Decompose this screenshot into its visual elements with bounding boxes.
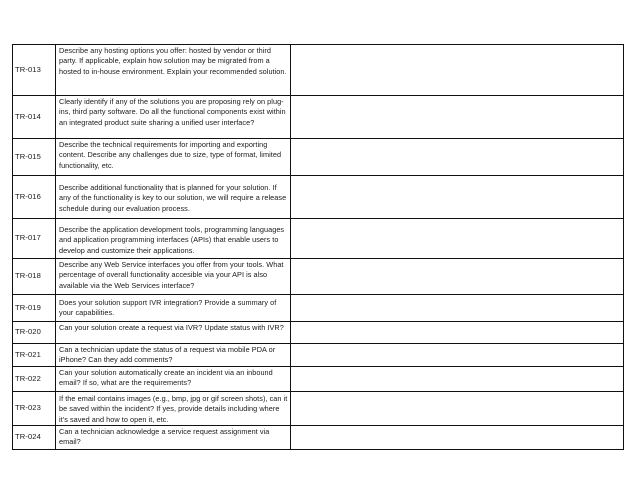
table-row — [12, 96, 624, 139]
response-cell[interactable] — [290, 45, 624, 95]
requirement-description: Can your solution automatically create an incident via an inbound email? If so, what are the requirements? — [55, 367, 290, 391]
table-row — [12, 344, 624, 367]
requirement-id: TR-020 — [12, 322, 55, 343]
requirement-id: TR-024 — [12, 426, 55, 449]
requirement-id: TR-017 — [12, 219, 55, 258]
response-cell[interactable] — [290, 259, 624, 294]
response-cell[interactable] — [290, 295, 624, 321]
table-row — [12, 426, 624, 450]
response-cell[interactable] — [290, 367, 624, 391]
requirements-table — [12, 44, 624, 450]
requirement-description: Describe the application development tools, programming languages and application programming interfaces (APIs) that enable users to develop and customize their applications. — [55, 219, 290, 258]
requirement-id: TR-015 — [12, 139, 55, 175]
table-row — [12, 176, 624, 219]
table-row — [12, 367, 624, 392]
requirement-id: TR-013 — [12, 45, 55, 95]
table-row — [12, 259, 624, 295]
requirement-description: Describe any Web Service interfaces you offer from your tools. What percentage of overall functionality accesible via your API is also available via the Web Services interface? — [55, 259, 290, 294]
requirement-description: Does your solution support IVR integration? Provide a summary of your capabilities. — [55, 295, 290, 321]
requirement-description: Can a technician update the status of a request via mobile PDA or iPhone? Can they add comments? — [55, 344, 290, 366]
requirement-id: TR-016 — [12, 176, 55, 218]
table-row — [12, 322, 624, 344]
requirement-description: Can a technician acknowledge a service request assignment via email? — [55, 426, 290, 449]
requirement-description: Describe additional functionality that is planned for your solution. If any of the functionality is key to our solution, we will require a release schedule during our evaluation process. — [55, 176, 290, 218]
table-row — [12, 219, 624, 259]
response-cell[interactable] — [290, 392, 624, 425]
requirement-id: TR-014 — [12, 96, 55, 138]
table-row — [12, 139, 624, 176]
table-row — [12, 295, 624, 322]
table-row — [12, 45, 624, 96]
response-cell[interactable] — [290, 176, 624, 218]
response-cell[interactable] — [290, 139, 624, 175]
table-row — [12, 392, 624, 426]
requirement-description: Can your solution create a request via IVR? Update status with IVR? — [55, 322, 290, 343]
requirement-description: Describe any hosting options you offer: hosted by vendor or third party. If applicable, explain how solution may be migrated from a hosted to in-house environment. Explain your recommended solution. — [55, 45, 290, 95]
requirement-id: TR-023 — [12, 392, 55, 425]
response-cell[interactable] — [290, 426, 624, 449]
requirement-description: If the email contains images (e.g., bmp, jpg or gif screen shots), can it be saved within the incident? If yes, provide details including where it's saved and how to open it, etc. — [55, 392, 290, 425]
requirement-description: Describe the technical requirements for importing and exporting content. Describe any challenges due to size, type of format, limited functionality, etc. — [55, 139, 290, 175]
requirement-id: TR-018 — [12, 259, 55, 294]
response-cell[interactable] — [290, 344, 624, 366]
requirement-id: TR-021 — [12, 344, 55, 366]
requirement-id: TR-022 — [12, 367, 55, 391]
response-cell[interactable] — [290, 96, 624, 138]
requirement-description: Clearly identify if any of the solutions you are proposing rely on plug-ins, third party software. Do all the functional components exist within an integrated product suite sharing a unified user interface? — [55, 96, 290, 138]
response-cell[interactable] — [290, 322, 624, 343]
requirement-id: TR-019 — [12, 295, 55, 321]
response-cell[interactable] — [290, 219, 624, 258]
